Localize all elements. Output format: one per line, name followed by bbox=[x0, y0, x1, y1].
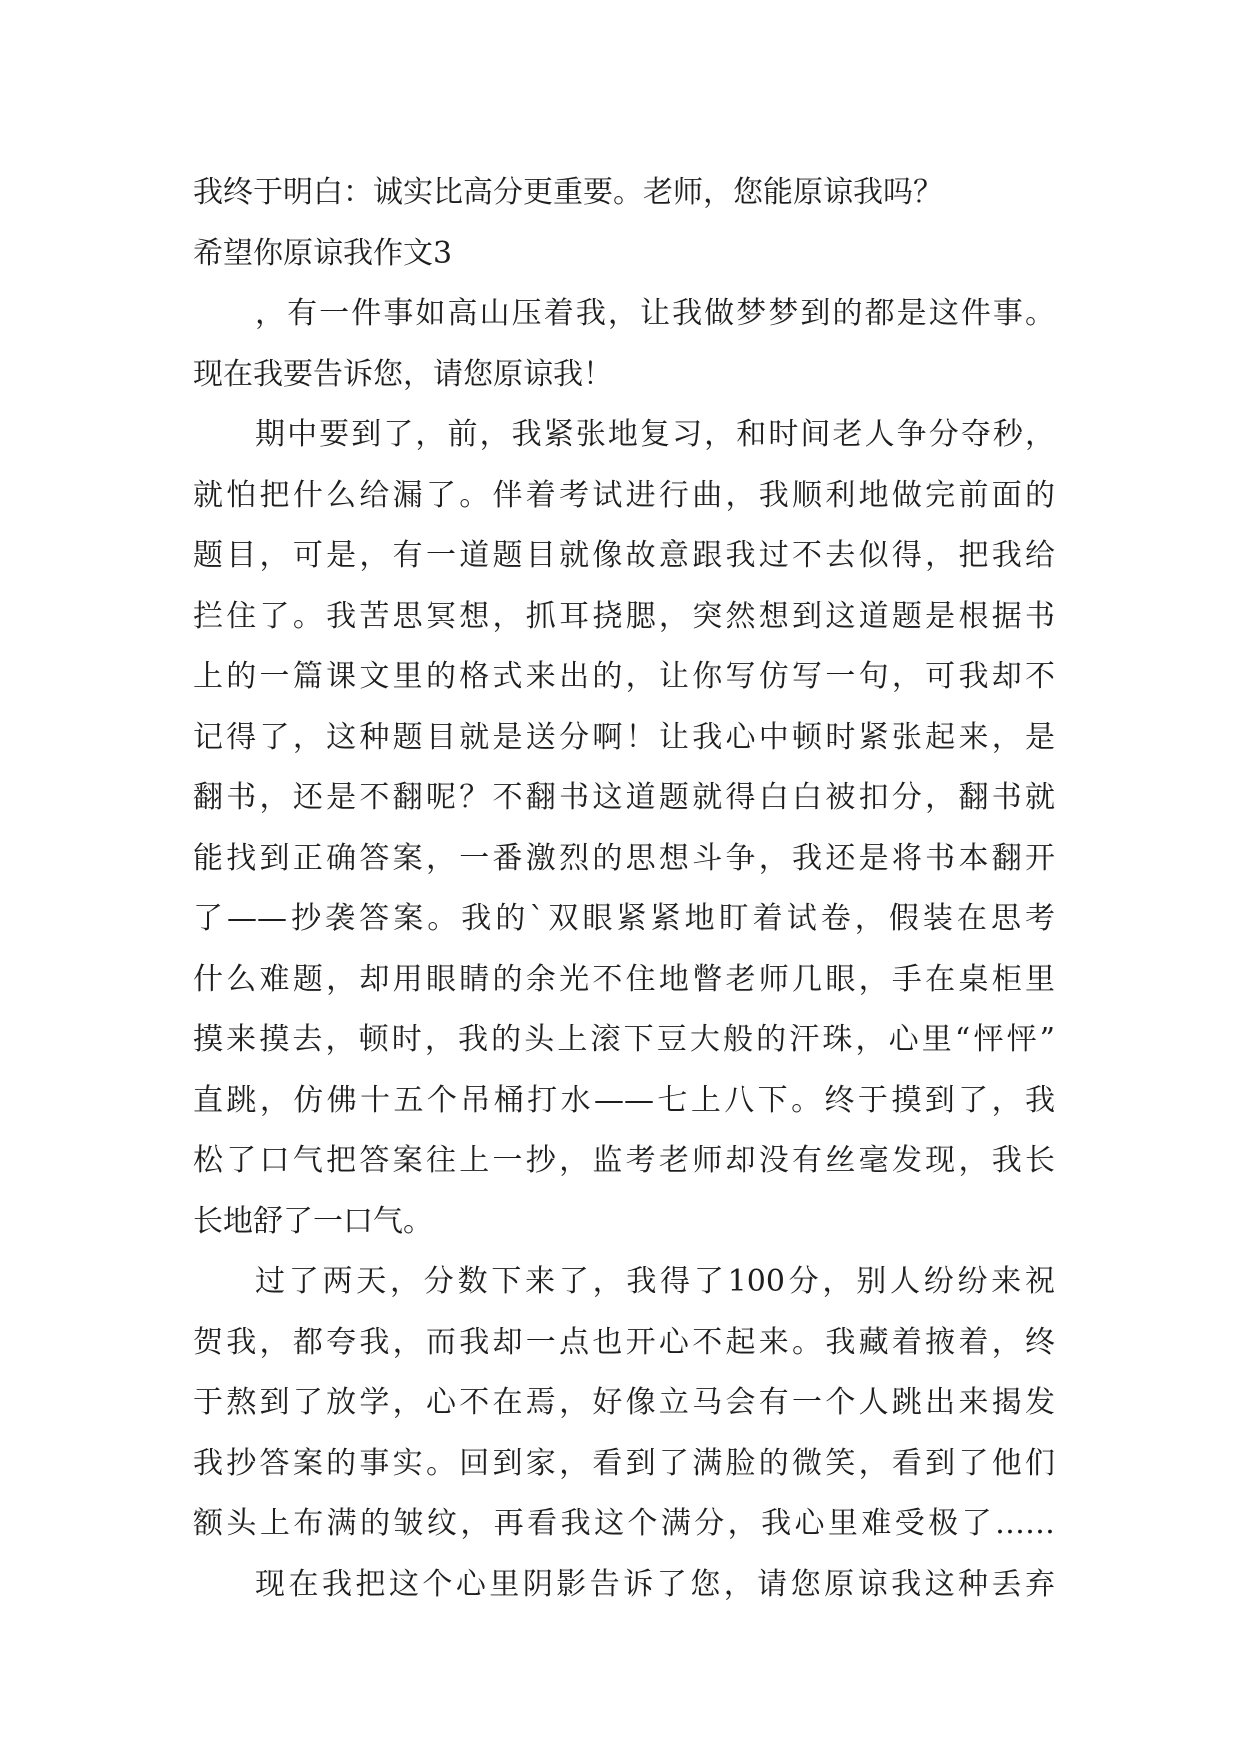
text-line: 现在我把这个心里阴影告诉了您，请您原谅我这种丢弃 bbox=[255, 1566, 1055, 1602]
text-line: 什么难题，却用眼睛的余光不住地瞥老师几眼，手在桌柜里 bbox=[193, 961, 1055, 997]
text-line: 额头上布满的皱纹，再看我这个满分，我心里难受极了…… bbox=[193, 1506, 1055, 1541]
text-line: 长地舒了一口气。 bbox=[193, 1203, 433, 1239]
text-line: 就怕把什么给漏了。伴着考试进行曲，我顺利地做完前面的 bbox=[193, 477, 1055, 513]
text-line: 贺我，都夸我，而我却一点也开心不起来。我藏着掖着，终 bbox=[193, 1324, 1055, 1360]
text-line: 能找到正确答案，一番激烈的思想斗争，我还是将书本翻开 bbox=[193, 840, 1055, 876]
text-line: 摸来摸去，顿时，我的头上滚下豆大般的汗珠，心里“怦怦” bbox=[193, 1022, 1055, 1057]
text-line: 记得了，这种题目就是送分啊！让我心中顿时紧张起来，是 bbox=[193, 719, 1055, 755]
text-line: 松了口气把答案往上一抄，监考老师却没有丝毫发现，我长 bbox=[193, 1143, 1055, 1178]
text-line: ，有一件事如高山压着我，让我做梦梦到的都是这件事。 bbox=[255, 296, 1055, 331]
text-line: 直跳，仿佛十五个吊桶打水——七上八下。终于摸到了，我 bbox=[193, 1082, 1055, 1118]
text-line: 了——抄袭答案。我的`双眼紧紧地盯着试卷，假装在思考 bbox=[193, 901, 1055, 936]
text-line: 上的一篇课文里的格式来出的，让你写仿写一句，可我却不 bbox=[193, 659, 1055, 694]
text-line: 拦住了。我苦思冥想，抓耳挠腮，突然想到这道题是根据书 bbox=[193, 598, 1055, 634]
text-line: 我终于明白：诚实比高分更重要。老师，您能原谅我吗？ bbox=[193, 175, 943, 210]
text-line: 翻书，还是不翻呢？不翻书这道题就得白白被扣分，翻书就 bbox=[193, 780, 1055, 815]
text-line: 过了两天，分数下来了，我得了100分，别人纷纷来祝 bbox=[255, 1264, 1055, 1299]
text-line: 我抄答案的事实。回到家，看到了满脸的微笑，看到了他们 bbox=[193, 1445, 1055, 1481]
text-line: 期中要到了，前，我紧张地复习，和时间老人争分夺秒， bbox=[255, 417, 1055, 452]
text-line: 题目，可是，有一道题目就像故意跟我过不去似得，把我给 bbox=[193, 538, 1055, 573]
text-line: 于熬到了放学，心不在焉，好像立马会有一个人跳出来揭发 bbox=[193, 1385, 1055, 1420]
text-line: 希望你原谅我作文3 bbox=[193, 235, 453, 271]
essay-text bbox=[193, 163, 1055, 1615]
text-line: 现在我要告诉您，请您原谅我！ bbox=[193, 356, 613, 392]
